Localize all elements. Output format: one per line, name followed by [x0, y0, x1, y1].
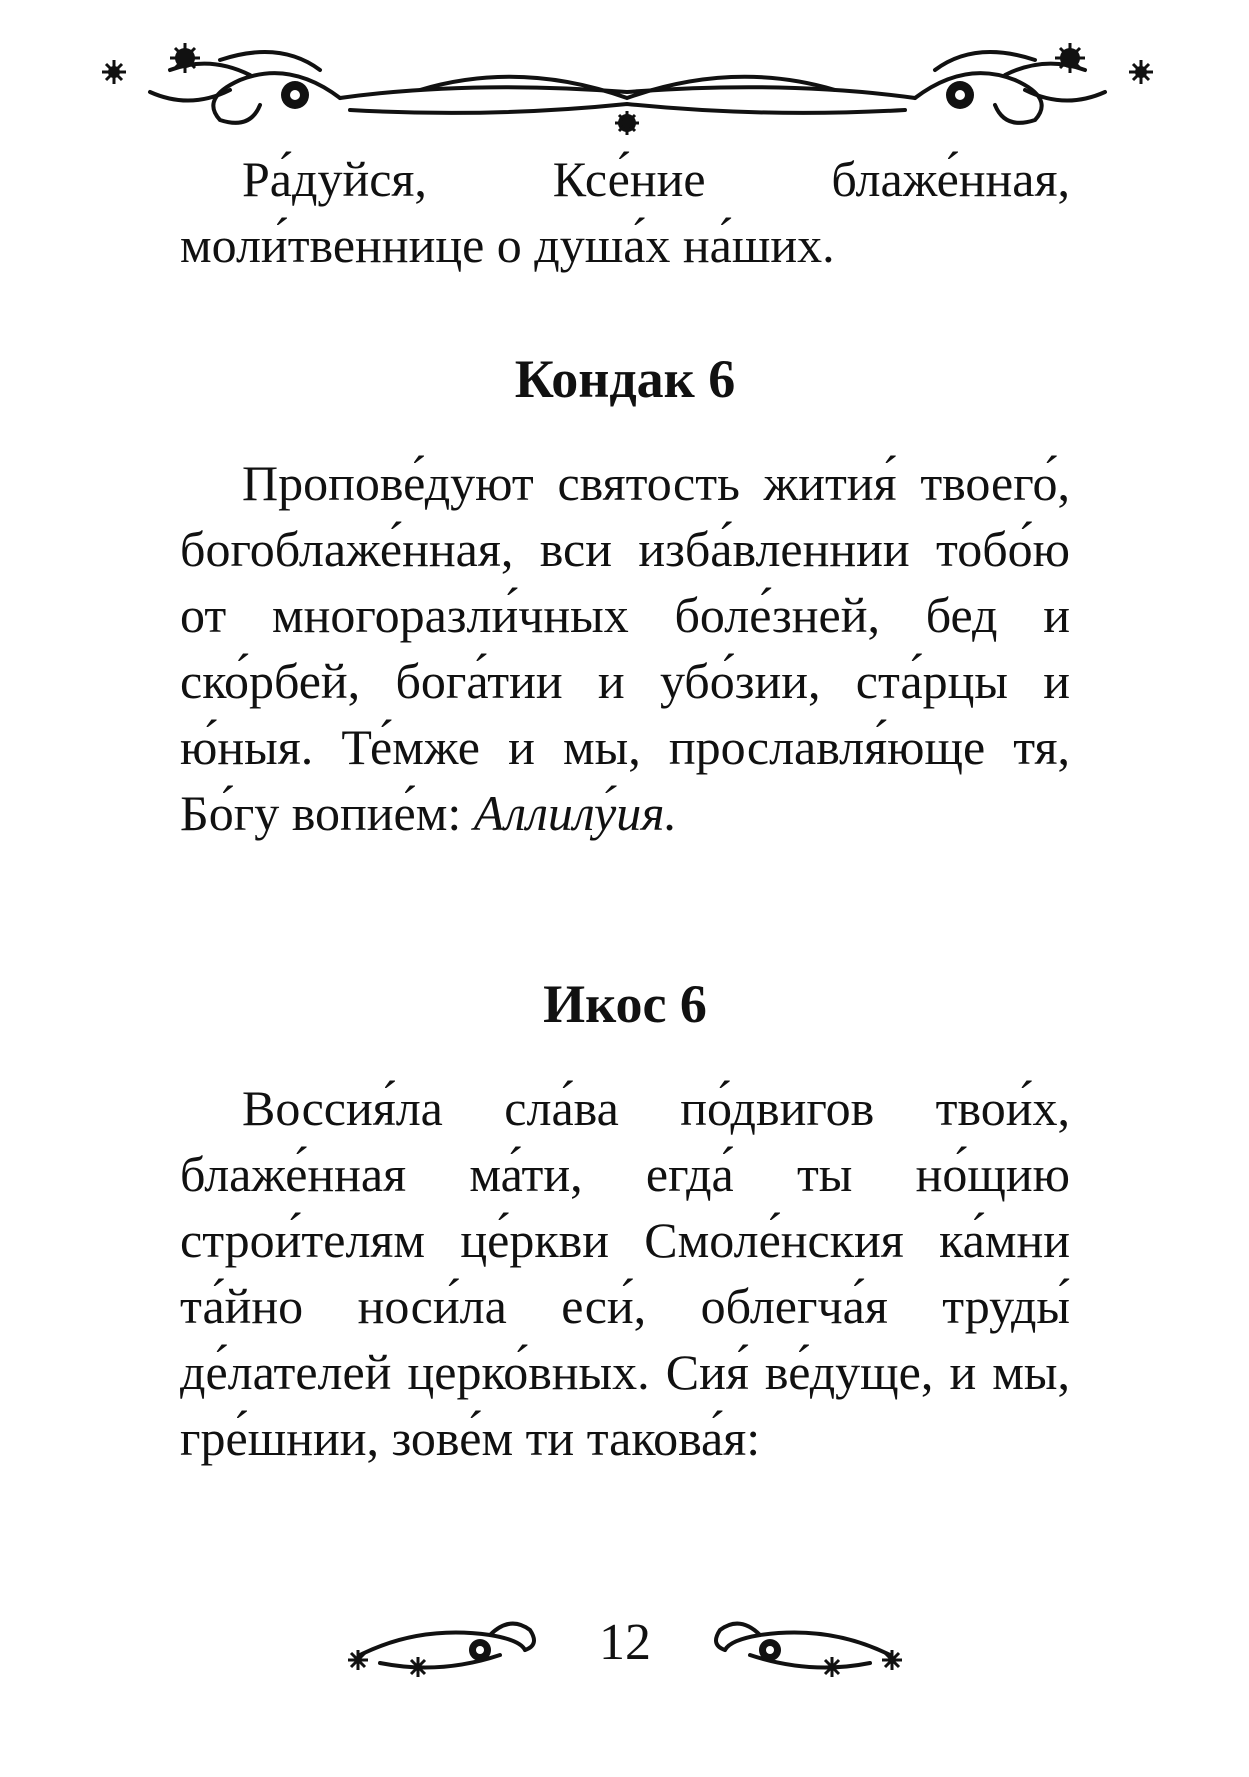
kondak-paragraph [180, 450, 1070, 846]
page-footer [340, 1605, 910, 1685]
alleluia-text: Аллилу́ия. [473, 785, 677, 841]
continuation-paragraph [180, 146, 1070, 278]
ikos-heading: Икос 6 [543, 974, 707, 1034]
header-ornament-icon [90, 20, 1165, 140]
page-number: 12 [599, 1614, 651, 1671]
continuation-text: Ра́дуйся, Ксе́ние блаже́нная, моли́твеннице о душа́х на́ших. [180, 151, 1070, 273]
ikos-paragraph [180, 1075, 1070, 1471]
ikos-text: Воссия́ла сла́ва по́двигов твои́х, блаже́нная ма́ти, егда́ ты но́щию строи́телям це́ркви Смоле́нския ка́мни та́йно носи́ла еси́, облегча́я труды́ де́лателей церко́вных. Сия́ ве́дуще, и мы, гре́шнии, зове́м ти такова́я: [180, 1080, 1070, 1466]
kondak-text: Пропове́дуют святость жития́ твоего́, богоблаже́нная, вси изба́вленнии тобо́ю от многоразли́чных боле́зней, бед и ско́рбей, бога́тии и убо́зии, ста́рцы и ю́ныя. Те́мже и мы, прославля́юще тя, Бо́гу вопие́м: [180, 455, 1070, 841]
kondak-heading: Кондак 6 [514, 349, 736, 409]
